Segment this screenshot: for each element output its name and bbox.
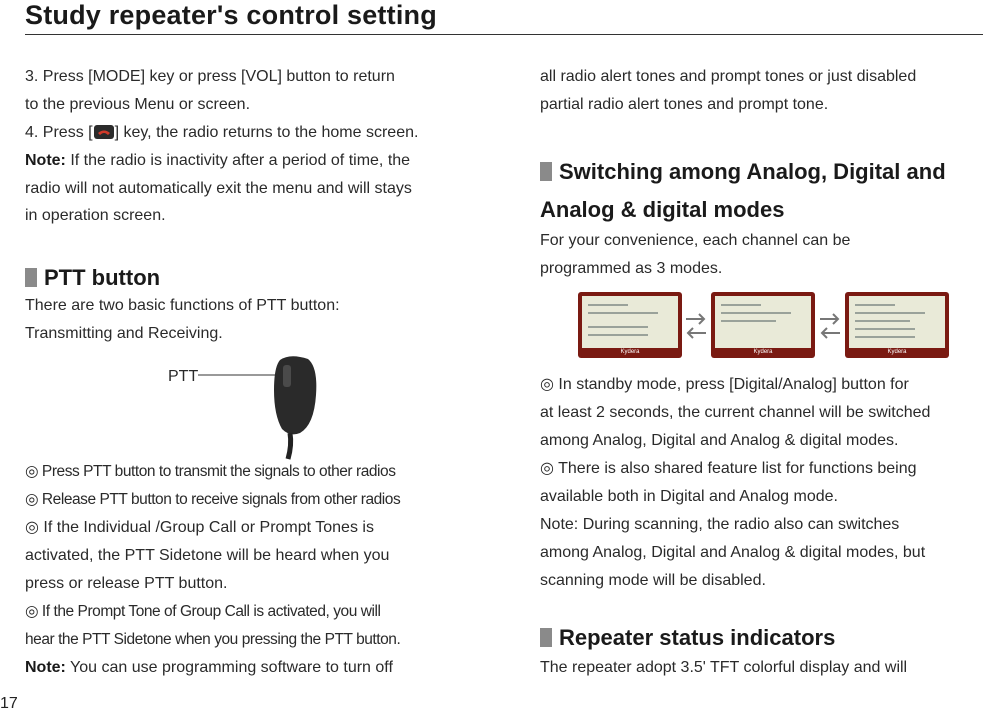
note2-line1 xyxy=(25,658,393,678)
cont-line1: all radio alert tones and prompt tones or just disabled xyxy=(540,68,917,85)
bullet4-line1: ◎ If the Prompt Tone of Group Call is activated, you will xyxy=(25,603,381,620)
ptt-intro-line2: Transmitting and Receiving. xyxy=(25,325,223,342)
switch-heading-text1: Switching among Analog, Digital and xyxy=(559,159,946,184)
note1-label: Note: xyxy=(25,152,66,169)
bullet4-line2: hear the PTT Sidetone when you pressing the PTT button. xyxy=(25,631,401,648)
title-rule xyxy=(25,34,983,35)
ptt-figure-label: PTT xyxy=(168,368,199,385)
bullet-release-ptt: ◎ Release PTT button to receive signals from other radios xyxy=(25,491,401,508)
note3-line3: scanning mode will be disabled. xyxy=(540,572,766,589)
double-arrow-icon xyxy=(818,310,842,342)
heading-bar-icon xyxy=(540,628,552,647)
ptt-heading xyxy=(25,265,160,291)
note2-text: You can use programming software to turn off xyxy=(65,659,393,676)
ptt-microphone-icon xyxy=(140,355,340,460)
page-title: Study repeater's control setting xyxy=(25,0,437,30)
note3-line1: Note: During scanning, the radio also can switches xyxy=(540,516,900,533)
end-call-key-icon xyxy=(94,125,114,139)
mixed-screen xyxy=(845,292,949,358)
shared-line1: ◎ There is also shared feature list for functions being xyxy=(540,460,917,477)
step3-line2: to the previous Menu or screen. xyxy=(25,96,251,113)
note2-label: Note: xyxy=(25,659,66,676)
standby-line2: at least 2 seconds, the current channel will be switched xyxy=(540,404,931,421)
standby-line1: ◎ In standby mode, press [Digital/Analog] button for xyxy=(540,376,909,393)
cont-line2: partial radio alert tones and prompt tone. xyxy=(540,96,829,113)
step4-after: ] key, the radio returns to the home screen. xyxy=(114,124,419,141)
indicator-line1: The repeater adopt 3.5' TFT colorful display and will xyxy=(540,659,908,676)
bullet3-line2: activated, the PTT Sidetone will be heard when you xyxy=(25,547,390,564)
bullet3-line3: press or release PTT button. xyxy=(25,575,228,592)
mode-screens xyxy=(578,292,948,360)
note1-text: If the radio is inactivity after a period of time, the xyxy=(65,152,411,169)
page-number: 17 xyxy=(0,695,18,712)
indicator-heading-text: Repeater status indicators xyxy=(559,625,836,650)
step4-line xyxy=(25,123,418,143)
digital-screen xyxy=(711,292,815,358)
switch-intro-line1: For your convenience, each channel can be xyxy=(540,232,851,249)
ptt-intro-line1: There are two basic functions of PTT button: xyxy=(25,297,340,314)
ptt-heading-text: PTT button xyxy=(44,265,161,290)
analog-screen xyxy=(578,292,682,358)
mixed-screen-brand: Kydera xyxy=(887,349,907,355)
double-arrow-icon xyxy=(684,310,708,342)
note3-line2: among Analog, Digital and Analog & digital modes, but xyxy=(540,544,926,561)
shared-line2: available both in Digital and Analog mode. xyxy=(540,488,838,505)
switch-heading-line1 xyxy=(540,159,946,185)
heading-bar-icon xyxy=(540,162,552,181)
step3-line1: 3. Press [MODE] key or press [VOL] button to return xyxy=(25,68,395,85)
bullet3-line1: ◎ If the Individual /Group Call or Prompt Tones is xyxy=(25,519,374,536)
switch-intro-line2: programmed as 3 modes. xyxy=(540,260,723,277)
indicator-heading xyxy=(540,625,835,651)
bullet-press-ptt: ◎ Press PTT button to transmit the signals to other radios xyxy=(25,463,396,480)
step4-before: 4. Press [ xyxy=(25,124,93,141)
note1-line2: radio will not automatically exit the menu and will stays xyxy=(25,180,412,197)
analog-screen-brand: Kydera xyxy=(620,349,640,355)
ptt-microphone-figure xyxy=(140,355,340,460)
note1-line3: in operation screen. xyxy=(25,207,166,224)
digital-screen-brand: Kydera xyxy=(753,349,773,355)
heading-bar-icon xyxy=(25,268,37,287)
standby-line3: among Analog, Digital and Analog & digital modes. xyxy=(540,432,899,449)
switch-heading-line2: Analog & digital modes xyxy=(540,197,785,222)
note1-line1 xyxy=(25,151,410,171)
